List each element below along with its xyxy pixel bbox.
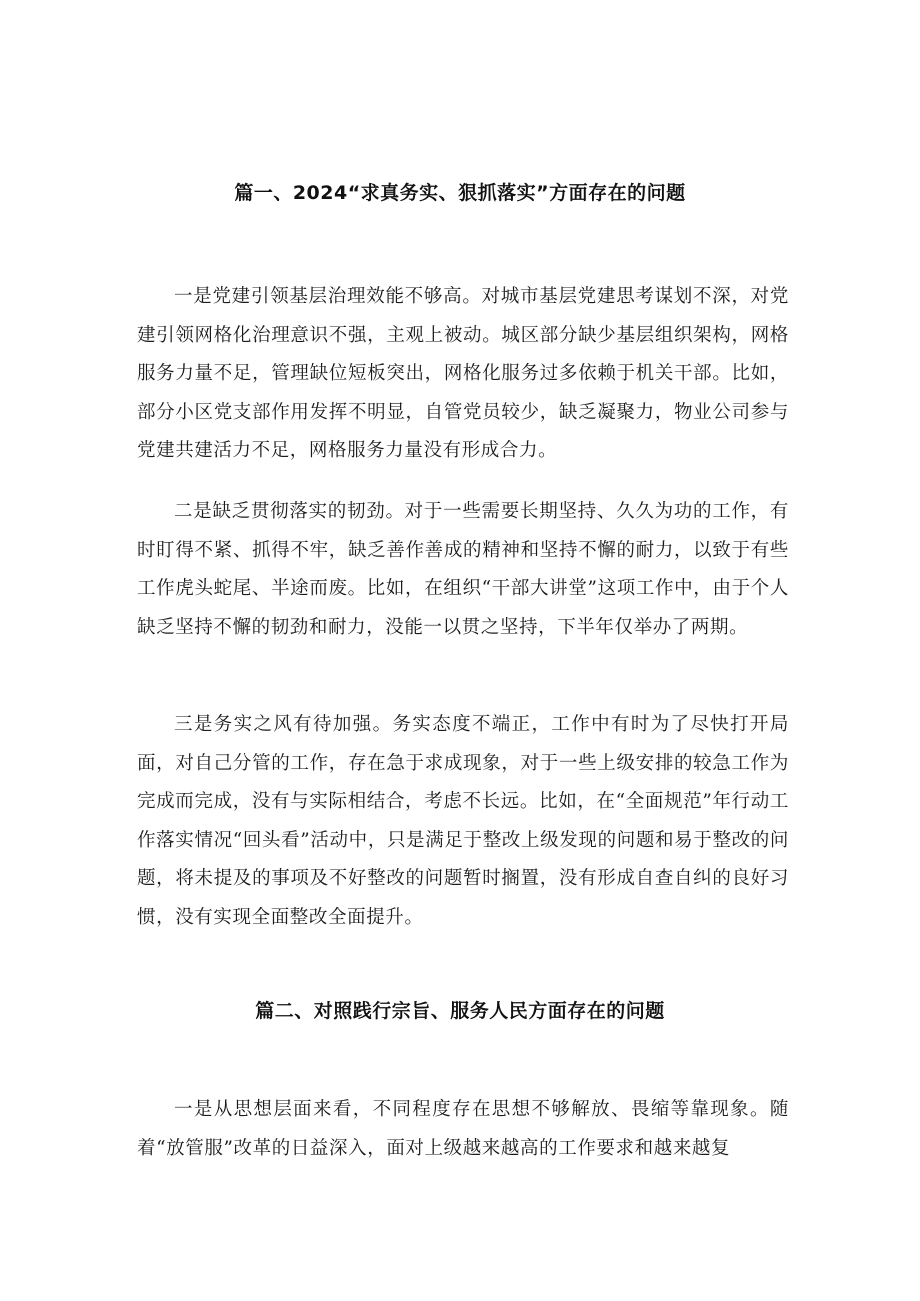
- section-1-paragraph-1: 一是党建引领基层治理效能不够高。对城市基层党建思考谋划不深，对党建引领网格化治理意识不强，主观上被动。城区部分缺少基层组织架构，网格服务力量不足，管理缺位短板突出，网格化服务过多依赖于机关干部。比如，部分小区党支部作用发挥不明显，自管党员较少，缺乏凝聚力，物业公司参与党建共建活力不足，网格服务力量没有形成合力。: [137, 286, 789, 462]
- section-1-title: 篇一、2024“求真务实、狠抓落实”方面存在的问题: [234, 182, 686, 204]
- section-2-title: 篇二、对照践行宗旨、服务人民方面存在的问题: [255, 1000, 665, 1022]
- section-1-paragraph-3: 三是务实之风有待加强。务实态度不端正，工作中有时为了尽快打开局面，对自己分管的工作，存在急于求成现象，对于一些上级安排的较急工作为完成而完成，没有与实际相结合，考虑不长远。比如，在“全面规范”年行动工作落实情况“回头看”活动中，只是满足于整改上级发现的问题和易于整改的问题，将未提及的事项及不好整改的问题暂时搁置，没有形成自查自纠的良好习惯，没有实现全面整改全面提升。: [137, 714, 789, 928]
- section-1-paragraph-2: 二是缺乏贯彻落实的韧劲。对于一些需要长期坚持、久久为功的工作，有时盯得不紧、抓得不牢，缺乏善作善成的精神和坚持不懈的耐力，以致于有些工作虎头蛇尾、半途而废。比如，在组织“干部大讲堂”这项工作中，由于个人缺乏坚持不懈的韧劲和耐力，没能一以贯之坚持，下半年仅举办了两期。: [137, 501, 789, 638]
- section-2-paragraph-1: 一是从思想层面来看，不同程度存在思想不够解放、畏缩等靠现象。随着“放管服”改革的日益深入，面对上级越来越高的工作要求和越来越复: [137, 1099, 789, 1159]
